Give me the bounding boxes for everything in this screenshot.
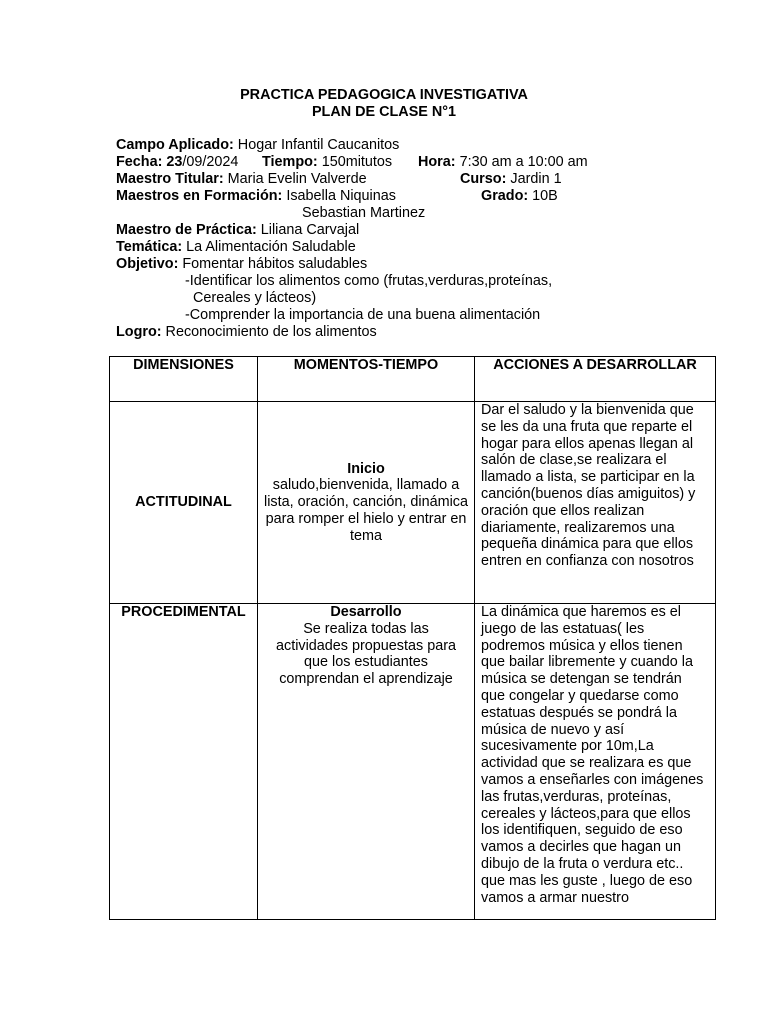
tematica-value: La Alimentación Saludable	[182, 239, 356, 255]
header-acciones: ACCIONES A DESARROLLAR	[475, 357, 716, 402]
formacion-row	[116, 188, 716, 205]
objetivo-value: Fomentar hábitos saludables	[178, 256, 368, 272]
document-subtitle: PLAN DE CLASE N°1	[311, 104, 457, 120]
curso-label: Curso:	[460, 171, 507, 187]
formacion-value-1: Isabella Niquinas	[282, 188, 396, 204]
acciones-cell: Dar el saludo y la bienvenida que se les da una fruta que reparte el hogar para ellos apenas llegan al salón de clase,se realizara el llamado a lista, se participar en la canción(buenos días amiguitos) y oración que ellos realizan diariamente, realizaremos una pequeña dinámica para que ellos entren en confianza con nosotros	[475, 402, 716, 604]
formacion-value-2: Sebastian Martinez	[302, 205, 426, 221]
fecha-row	[116, 154, 716, 171]
objetivo-item-2: -Comprender la importancia de una buena alimentación	[185, 307, 541, 323]
objetivo-item-1b: Cereales y lácteos)	[193, 290, 317, 306]
table-row	[110, 402, 716, 604]
objetivo-label: Objetivo:	[116, 256, 179, 272]
tiempo-group	[262, 154, 392, 171]
titular-group	[116, 171, 367, 188]
curso-value: Jardin 1	[506, 171, 562, 187]
tematica-label: Temática:	[116, 239, 183, 255]
document-title: PRACTICA PEDAGOGICA INVESTIGATIVA	[240, 87, 528, 103]
lesson-plan-table	[109, 356, 716, 920]
momento-cell	[258, 604, 475, 920]
campo-value: Hogar Infantil Caucanitos	[233, 137, 400, 153]
grado-value: 10B	[528, 188, 558, 204]
logro-row	[116, 324, 716, 341]
logro-value: Reconocimiento de los alimentos	[161, 324, 377, 340]
fecha-group	[116, 154, 238, 171]
fecha-label: Fecha: 23	[116, 154, 183, 170]
practica-value: Liliana Carvajal	[256, 222, 360, 238]
momento-title: Inicio	[347, 460, 385, 477]
dimension-cell: ACTITUDINAL	[110, 402, 258, 604]
titular-label: Maestro Titular:	[116, 171, 224, 187]
grado-label: Grado:	[481, 188, 529, 204]
hora-label: Hora:	[418, 154, 456, 170]
table-header-row	[110, 357, 716, 402]
titular-value: Maria Evelin Valverde	[223, 171, 367, 187]
campo-row	[116, 137, 716, 154]
grado-group	[481, 188, 558, 205]
momento-cell	[258, 402, 475, 604]
logro-label: Logro:	[116, 324, 162, 340]
practica-row	[116, 222, 716, 239]
acciones-cell: La dinámica que haremos es el juego de las estatuas( les podremos música y ellos tienen que bailar libremente y cuando la música se detengan se tendrán que congelar y quedarse como estatuas después se pondrá la música de nuevo y así sucesivamente por 10m,La actividad que se realizara es que vamos a enseñarles con imágenes las frutas,verduras, proteínas, cereales y lácteos,para que ellos los identifiquen, seguido de eso vamos a decirles que hagan un dibujo de la fruta o verdura etc.. que mas les guste , luego de eso vamos a armar nuestro	[475, 604, 716, 920]
titular-row	[116, 171, 716, 188]
hora-value: 7:30 am a 10:00 am	[455, 154, 588, 170]
hora-group	[418, 154, 588, 171]
objetivo-row	[116, 256, 716, 273]
momento-text: Se realiza todas las actividades propuestas para que los estudiantes comprendan el aprendizaje	[276, 620, 456, 688]
header-momentos: MOMENTOS-TIEMPO	[258, 357, 475, 402]
fecha-value: /09/2024	[182, 154, 239, 170]
formacion-label: Maestros en Formación:	[116, 188, 283, 204]
formacion-group	[116, 188, 396, 205]
class-info-block	[116, 137, 716, 341]
tematica-row	[116, 239, 716, 256]
momento-text: saludo,bienvenida, llamado a lista, oración, canción, dinámica para romper el hielo y entrar en tema	[264, 477, 468, 544]
campo-label: Campo Aplicado:	[116, 137, 234, 153]
curso-group	[460, 171, 562, 188]
table-row	[110, 604, 716, 920]
objetivo-item-1a: -Identificar los alimentos como (frutas,verduras,proteínas,	[185, 273, 553, 289]
practica-label: Maestro de Práctica:	[116, 222, 257, 238]
momento-title: Desarrollo	[330, 604, 402, 620]
header-dimensiones: DIMENSIONES	[110, 357, 258, 402]
dimension-cell: PROCEDIMENTAL	[110, 604, 258, 920]
tiempo-label: Tiempo:	[262, 154, 318, 170]
tiempo-value: 150mitutos	[317, 154, 393, 170]
formacion-row-2	[116, 205, 716, 222]
